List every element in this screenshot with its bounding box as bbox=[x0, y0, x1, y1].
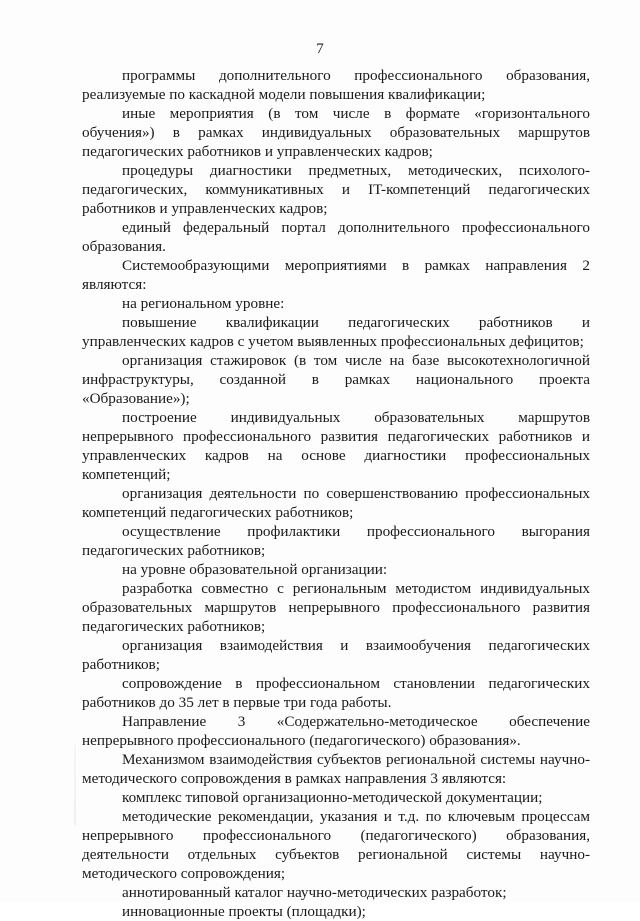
scan-artifact bbox=[74, 745, 76, 825]
paragraph: осуществление профилактики профессионального выгорания педагогических работников; bbox=[82, 523, 590, 559]
paragraph: Механизмом взаимодействия субъектов региональной системы научно-методического сопровождения в рамках направления 3 являются: bbox=[82, 751, 590, 787]
paragraph: инновационные проекты (площадки); bbox=[122, 903, 366, 920]
paragraph: на региональном уровне: bbox=[122, 295, 285, 312]
paragraph: организация взаимодействия и взаимообучения педагогических работников; bbox=[82, 637, 590, 673]
paragraph: организация стажировок (в том числе на базе высокотехнологичной инфраструктуры, созданной в рамках национального проекта «Образование»); bbox=[82, 352, 590, 407]
paragraph: Системообразующими мероприятиями в рамках направления 2 являются: bbox=[82, 257, 590, 293]
paragraph: организация деятельности по совершенствованию профессиональных компетенций педагогических работников; bbox=[82, 485, 590, 521]
paragraph: сопровождение в профессиональном становлении педагогических работников до 35 лет в первые три года работы. bbox=[82, 675, 590, 711]
paragraph: единый федеральный портал дополнительного профессионального образования. bbox=[82, 219, 590, 255]
paragraph: на уровне образовательной организации: bbox=[122, 561, 388, 578]
paragraph: повышение квалификации педагогических работников и управленческих кадров с учетом выявленных профессиональных дефицитов; bbox=[82, 314, 590, 350]
paragraph: методические рекомендации, указания и т.д. по ключевым процессам непрерывного профессионального (педагогического) образования, деятельности отдельных субъектов региональной системы научно-методического сопровождения; bbox=[82, 808, 590, 882]
paragraph: разработка совместно с региональным методистом индивидуальных образовательных маршрутов непрерывного профессионального развития педагогических работников; bbox=[82, 580, 590, 635]
page-number: 7 bbox=[316, 41, 324, 57]
document-body bbox=[82, 66, 590, 921]
paragraph: комплекс типовой организационно-методической документации; bbox=[122, 789, 543, 806]
paragraph: программы дополнительного профессионального образования, реализуемые по каскадной модели повышения квалификации; bbox=[82, 67, 590, 103]
paragraph: иные мероприятия (в том числе в формате «горизонтального обучения») в рамках индивидуальных образовательных маршрутов педагогических работников и управленческих кадров; bbox=[82, 105, 590, 160]
paragraph: Направление 3 «Содержательно-методическое обеспечение непрерывного профессионального (педагогического) образования». bbox=[82, 713, 590, 749]
paragraph: построение индивидуальных образовательных маршрутов непрерывного профессионального развития педагогических работников и управленческих кадров на основе диагностики профессиональных компетенций; bbox=[82, 409, 590, 483]
paragraph: аннотированный каталог научно-методических разработок; bbox=[122, 884, 507, 901]
paragraph: процедуры диагностики предметных, методических, психолого-педагогических, коммуникативных и IT-компетенций педагогических работников и управленческих кадров; bbox=[82, 162, 590, 217]
